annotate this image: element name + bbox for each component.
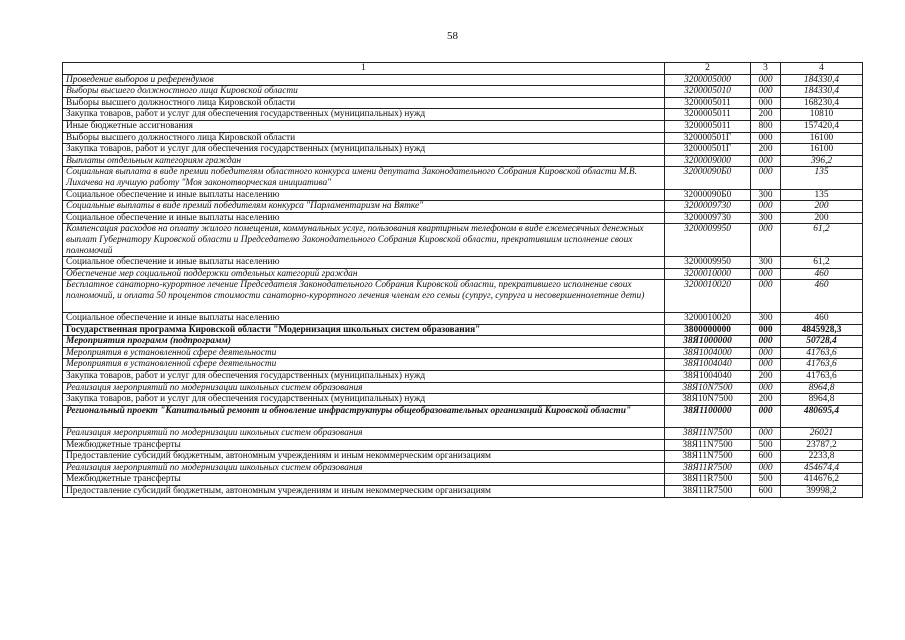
- row-name: Межбюджетные трансферты: [63, 474, 665, 486]
- table-row: [63, 120, 863, 132]
- table-row: [63, 268, 863, 280]
- row-name: Межбюджетные трансферты: [63, 439, 665, 451]
- row-name: Социальное обеспечение и иные выплаты населению: [63, 189, 665, 201]
- row-type: 000: [751, 268, 781, 280]
- row-name: Закупка товаров, работ и услуг для обеспечения государственных (муниципальных) нужд: [63, 394, 665, 406]
- table-row: [63, 74, 863, 86]
- table-row: [63, 428, 863, 440]
- row-amount: 184330,4: [781, 86, 863, 98]
- row-name: Выборы высшего должностного лица Кировской области: [63, 97, 665, 109]
- row-code: 38Я11N7500: [665, 428, 751, 440]
- row-code: 38Я11N7500: [665, 451, 751, 463]
- row-amount: 16100: [781, 144, 863, 156]
- row-code: 3200010020: [665, 313, 751, 325]
- row-type: 000: [751, 359, 781, 371]
- table-row: [63, 405, 863, 427]
- table-row: [63, 439, 863, 451]
- table-row: [63, 167, 863, 189]
- table-row: [63, 394, 863, 406]
- row-type: 600: [751, 486, 781, 498]
- row-name: Социальное обеспечение и иные выплаты населению: [63, 313, 665, 325]
- row-name: Социальное обеспечение и иные выплаты населению: [63, 257, 665, 269]
- row-name: Реализация мероприятий по модернизации школьных систем образования: [63, 382, 665, 394]
- row-name: Проведение выборов и референдумов: [63, 74, 665, 86]
- table-row: [63, 474, 863, 486]
- row-amount: 61,2: [781, 257, 863, 269]
- row-code: 38Я11R7500: [665, 486, 751, 498]
- row-code: 3200005011: [665, 120, 751, 132]
- row-type: 600: [751, 451, 781, 463]
- row-name: Предоставление субсидий бюджетным, автономным учреждениям и иным некоммерческим организациям: [63, 486, 665, 498]
- row-type: 000: [751, 462, 781, 474]
- table-row: [63, 359, 863, 371]
- row-amount: 135: [781, 167, 863, 189]
- table-row: [63, 132, 863, 144]
- row-code: 38Я10N7500: [665, 394, 751, 406]
- table-row: [63, 86, 863, 98]
- row-code: 3800000000: [665, 324, 751, 336]
- row-amount: 157420,4: [781, 120, 863, 132]
- row-type: 000: [751, 132, 781, 144]
- table-row: [63, 486, 863, 498]
- header-row: [63, 63, 863, 75]
- row-name: Мероприятия программ (подпрограмм): [63, 336, 665, 348]
- row-type: 000: [751, 428, 781, 440]
- row-name: Выплаты отдельным категориям граждан: [63, 155, 665, 167]
- row-name: Обеспечение мер социальной поддержки отдельных категорий граждан: [63, 268, 665, 280]
- header-col-1: 1: [63, 63, 665, 75]
- row-amount: 26021: [781, 428, 863, 440]
- row-type: 300: [751, 313, 781, 325]
- header-col-2: 2: [665, 63, 751, 75]
- row-name: Государственная программа Кировской области "Модернизация школьных систем образования": [63, 324, 665, 336]
- row-amount: 200: [781, 212, 863, 224]
- row-type: 000: [751, 347, 781, 359]
- row-code: 38Я1004040: [665, 371, 751, 383]
- row-type: 000: [751, 86, 781, 98]
- row-name: Выборы высшего должностного лица Кировской области: [63, 132, 665, 144]
- row-code: 3200010020: [665, 280, 751, 313]
- row-amount: 460: [781, 280, 863, 313]
- row-type: 300: [751, 189, 781, 201]
- table-row: [63, 189, 863, 201]
- row-amount: 16100: [781, 132, 863, 144]
- row-code: 32000090Б0: [665, 189, 751, 201]
- row-code: 3200005010: [665, 86, 751, 98]
- row-type: 000: [751, 382, 781, 394]
- table-row: [63, 347, 863, 359]
- table-row: [63, 462, 863, 474]
- row-code: 3200009950: [665, 257, 751, 269]
- row-code: 38Я1100000: [665, 405, 751, 427]
- row-amount: 396,2: [781, 155, 863, 167]
- row-name: Социальная выплата в виде премии победителям областного конкурса имени депутата Законодательного Собрания Кировской области М.В. Лихачева на лучшую работу "Моя законотворческая инициатива": [63, 167, 665, 189]
- row-code: 38Я11R7500: [665, 462, 751, 474]
- row-amount: 454674,4: [781, 462, 863, 474]
- row-name: Региональный проект "Капитальный ремонт и обновление инфраструктуры общеобразовательных организаций Кировской области": [63, 405, 665, 427]
- row-type: 300: [751, 212, 781, 224]
- row-name: Реализация мероприятий по модернизации школьных систем образования: [63, 428, 665, 440]
- table-row: [63, 280, 863, 313]
- row-amount: 460: [781, 268, 863, 280]
- row-code: 3200010000: [665, 268, 751, 280]
- row-code: 3200005000: [665, 74, 751, 86]
- row-code: 3200009730: [665, 201, 751, 213]
- row-code: 320000501Г: [665, 132, 751, 144]
- table-row: [63, 313, 863, 325]
- row-name: Социальные выплаты в виде премий победителям конкурса "Парламентаризм на Вятке": [63, 201, 665, 213]
- row-name: Социальное обеспечение и иные выплаты населению: [63, 212, 665, 224]
- row-name: Иные бюджетные ассигнования: [63, 120, 665, 132]
- row-amount: 39998,2: [781, 486, 863, 498]
- row-amount: 460: [781, 313, 863, 325]
- table-row: [63, 97, 863, 109]
- row-type: 500: [751, 474, 781, 486]
- row-type: 000: [751, 336, 781, 348]
- row-type: 200: [751, 394, 781, 406]
- row-amount: 41763,6: [781, 359, 863, 371]
- row-type: 200: [751, 371, 781, 383]
- row-code: 3200009730: [665, 212, 751, 224]
- row-code: 3200009000: [665, 155, 751, 167]
- row-amount: 200: [781, 201, 863, 213]
- table-row: [63, 224, 863, 257]
- row-name: Реализация мероприятий по модернизации школьных систем образования: [63, 462, 665, 474]
- row-type: 300: [751, 257, 781, 269]
- row-name: Компенсация расходов на оплату жилого помещения, коммунальных услуг, пользования квартирным телефоном в виде ежемесячных денежных выплат Губернатору Кировской области и Председателю Законодательного Собрания Кировской области, прекратившим исполнение своих полномочий: [63, 224, 665, 257]
- row-name: Бесплатное санаторно-курортное лечение Председателя Законодательного Собрания Кировской области, прекратившего исполнение своих полномочий, и оплата 50 процентов стоимости санаторно-курортного лечения членам его семьи (супруг, супруга и несовершеннолетние дети): [63, 280, 665, 313]
- table-row: [63, 371, 863, 383]
- row-type: 000: [751, 167, 781, 189]
- table-row: [63, 144, 863, 156]
- row-type: 000: [751, 280, 781, 313]
- row-type: 000: [751, 324, 781, 336]
- page-number: 58: [447, 30, 458, 42]
- row-code: 3200005011: [665, 109, 751, 121]
- row-code: 3200009950: [665, 224, 751, 257]
- row-amount: 168230,4: [781, 97, 863, 109]
- row-amount: 8964,8: [781, 394, 863, 406]
- row-code: 38Я1004000: [665, 347, 751, 359]
- row-code: 32000090Б0: [665, 167, 751, 189]
- row-type: 000: [751, 201, 781, 213]
- row-amount: 480695,4: [781, 405, 863, 427]
- header-col-4: 4: [781, 63, 863, 75]
- table-row: [63, 382, 863, 394]
- row-amount: 4845928,3: [781, 324, 863, 336]
- row-amount: 414676,2: [781, 474, 863, 486]
- table-row: [63, 257, 863, 269]
- table-row: [63, 212, 863, 224]
- row-type: 000: [751, 155, 781, 167]
- row-code: 38Я1000000: [665, 336, 751, 348]
- row-code: 38Я1004040: [665, 359, 751, 371]
- row-amount: 50728,4: [781, 336, 863, 348]
- row-amount: 41763,6: [781, 371, 863, 383]
- row-code: 38Я11R7500: [665, 474, 751, 486]
- row-code: 3200005011: [665, 97, 751, 109]
- row-amount: 8964,8: [781, 382, 863, 394]
- budget-table-body: [63, 63, 863, 498]
- table-row: [63, 201, 863, 213]
- row-name: Выборы высшего должностного лица Кировской области: [63, 86, 665, 98]
- row-type: 800: [751, 120, 781, 132]
- row-type: 200: [751, 144, 781, 156]
- row-type: 000: [751, 224, 781, 257]
- row-code: 320000501Г: [665, 144, 751, 156]
- row-name: Предоставление субсидий бюджетным, автономным учреждениям и иным некоммерческим организациям: [63, 451, 665, 463]
- row-type: 500: [751, 439, 781, 451]
- budget-table: [62, 62, 863, 498]
- row-code: 38Я10N7500: [665, 382, 751, 394]
- row-amount: 184330,4: [781, 74, 863, 86]
- row-name: Закупка товаров, работ и услуг для обеспечения государственных (муниципальных) нужд: [63, 371, 665, 383]
- row-name: Мероприятия в установленной сфере деятельности: [63, 359, 665, 371]
- row-amount: 135: [781, 189, 863, 201]
- row-type: 200: [751, 109, 781, 121]
- table-row: [63, 155, 863, 167]
- row-type: 000: [751, 405, 781, 427]
- table-row: [63, 451, 863, 463]
- table-row: [63, 109, 863, 121]
- row-amount: 2233,8: [781, 451, 863, 463]
- row-name: Закупка товаров, работ и услуг для обеспечения государственных (муниципальных) нужд: [63, 109, 665, 121]
- row-amount: 41763,6: [781, 347, 863, 359]
- table-row: [63, 336, 863, 348]
- row-name: Мероприятия в установленной сфере деятельности: [63, 347, 665, 359]
- header-col-3: 3: [751, 63, 781, 75]
- row-type: 000: [751, 74, 781, 86]
- row-amount: 61,2: [781, 224, 863, 257]
- row-type: 000: [751, 97, 781, 109]
- table-row: [63, 324, 863, 336]
- row-amount: 23787,2: [781, 439, 863, 451]
- row-amount: 10810: [781, 109, 863, 121]
- row-name: Закупка товаров, работ и услуг для обеспечения государственных (муниципальных) нужд: [63, 144, 665, 156]
- row-code: 38Я11N7500: [665, 439, 751, 451]
